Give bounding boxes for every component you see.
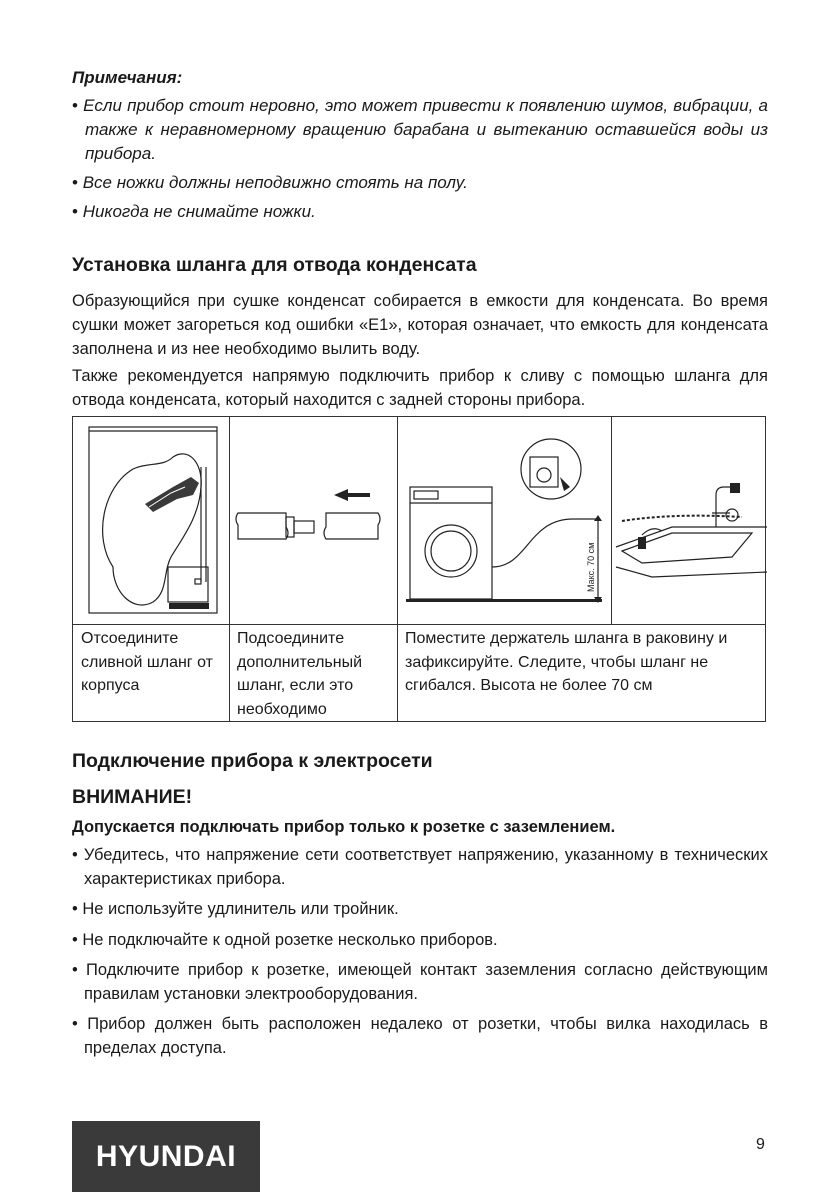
caption-place-holder: Поместите держатель шланга в раковину и зафиксируйте. Следите, чтобы шланг не сгибался. Высота не более 70 см	[405, 630, 728, 694]
notes-list	[72, 94, 768, 229]
dryer-back-illustration	[73, 417, 229, 624]
sink-illustration	[612, 417, 767, 624]
power-instruction-item: • Не используйте удлинитель или тройник.	[72, 898, 768, 922]
warning-text: Допускается подключать прибор только к розетке с заземлением.	[72, 818, 616, 836]
caption-disconnect: Отсоедините сливной шланг от корпуса	[81, 630, 213, 694]
hose-figure-table	[72, 416, 766, 722]
notes-title: Примечания:	[72, 68, 183, 87]
note-item: • Если прибор стоит неровно, это может привести к появлению шумов, вибрации, а также к неравномерному вращению барабана и вытеканию оставшейся воды из прибора.	[72, 94, 768, 166]
max-height-label: Макс. 70 см	[586, 542, 596, 592]
brand-logo-text: HYUNDAI	[95, 1139, 237, 1173]
note-item: • Никогда не снимайте ножки.	[72, 200, 768, 224]
page-number: 9	[756, 1136, 765, 1153]
brand-logo	[72, 1121, 260, 1192]
note-item: • Все ножки должны неподвижно стоять на полу.	[72, 171, 768, 195]
warning-heading: ВНИМАНИЕ!	[72, 786, 193, 808]
power-instructions-list	[72, 844, 768, 1067]
caption-connect: Подсоедините дополнительный шланг, если это необходимо	[237, 630, 363, 718]
hose-height-illustration	[398, 417, 611, 624]
power-instruction-item: • Прибор должен быть расположен недалеко от розетки, чтобы вилка находилась в пределах доступа.	[72, 1013, 768, 1060]
power-instruction-item: • Убедитесь, что напряжение сети соответствует напряжению, указанному в технических характеристиках прибора.	[72, 844, 768, 891]
power-instruction-item: • Подключите прибор к розетке, имеющей контакт заземления согласно действующим правилам установки электрооборудования.	[72, 959, 768, 1006]
hose-paragraph-1: Образующийся при сушке конденсат собирается в емкости для конденсата. Во время сушки может загореться код ошибки «Е1», которая означает, что емкость для конденсата заполнена и из нее необходимо вылить воду.	[72, 292, 768, 358]
extension-hose-illustration	[230, 417, 397, 624]
hose-section-heading: Установка шланга для отвода конденсата	[72, 254, 477, 276]
hose-paragraph-2: Также рекомендуется напрямую подключить прибор к сливу с помощью шланга для отвода конденсата, который находится с задней стороны прибора.	[72, 367, 768, 409]
power-section-heading: Подключение прибора к электросети	[72, 750, 433, 772]
power-instruction-item: • Не подключайте к одной розетке несколько приборов.	[72, 929, 768, 953]
